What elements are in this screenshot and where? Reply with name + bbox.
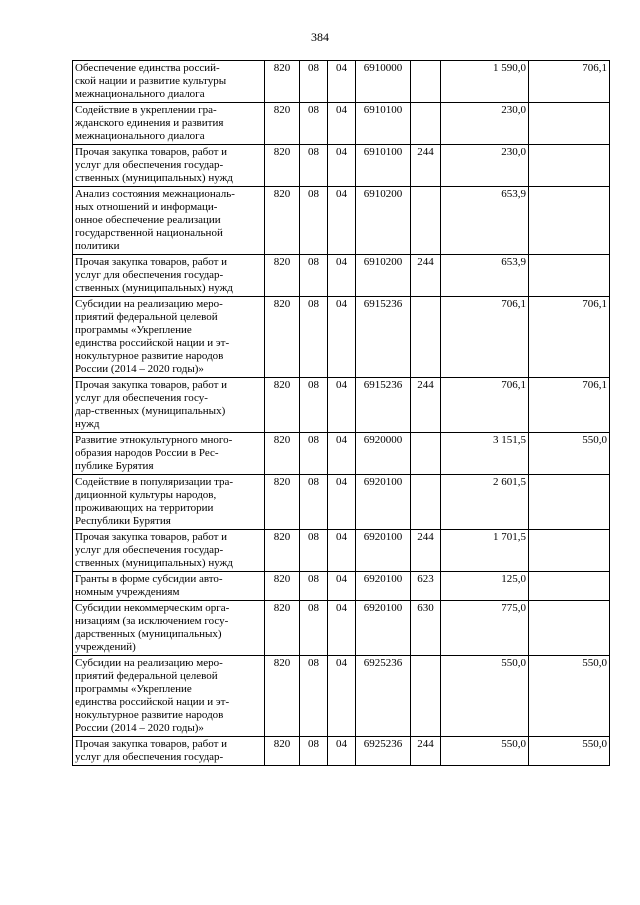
section-code-cell: 08 [300, 297, 328, 378]
subsection-code-cell: 04 [328, 475, 356, 530]
federal-amount-cell [529, 601, 610, 656]
expense-type-cell: 244 [411, 737, 441, 766]
target-article-cell: 6915236 [356, 297, 411, 378]
row-name-cell: Содействие в популяризации тра- диционной культуры народов, проживающих на территории Республики Бурятия [73, 475, 265, 530]
table-row [73, 255, 610, 297]
table-row [73, 297, 610, 378]
table-row [73, 187, 610, 255]
expense-type-cell: 244 [411, 530, 441, 572]
target-article-cell: 6920100 [356, 475, 411, 530]
row-name-cell: Прочая закупка товаров, работ и услуг для обеспечения государ- [73, 737, 265, 766]
amount-cell: 1 701,5 [441, 530, 529, 572]
row-name-cell: Прочая закупка товаров, работ и услуг для обеспечения госу- дар-ственных (муниципальных) нужд [73, 378, 265, 433]
subsection-code-cell: 04 [328, 737, 356, 766]
ministry-code-cell: 820 [265, 572, 300, 601]
table-row [73, 601, 610, 656]
amount-cell: 550,0 [441, 656, 529, 737]
ministry-code-cell: 820 [265, 737, 300, 766]
ministry-code-cell: 820 [265, 61, 300, 103]
amount-cell: 3 151,5 [441, 433, 529, 475]
amount-cell: 230,0 [441, 103, 529, 145]
amount-cell: 2 601,5 [441, 475, 529, 530]
expense-type-cell: 244 [411, 255, 441, 297]
subsection-code-cell: 04 [328, 378, 356, 433]
federal-amount-cell [529, 255, 610, 297]
section-code-cell: 08 [300, 656, 328, 737]
table-row [73, 572, 610, 601]
expense-type-cell [411, 297, 441, 378]
ministry-code-cell: 820 [265, 601, 300, 656]
target-article-cell: 6915236 [356, 378, 411, 433]
table-row [73, 656, 610, 737]
table-row [73, 737, 610, 766]
section-code-cell: 08 [300, 103, 328, 145]
amount-cell: 653,9 [441, 187, 529, 255]
row-name-cell: Обеспечение единства россий- ской нации и развитие культуры межнационального диалога [73, 61, 265, 103]
table-row [73, 145, 610, 187]
target-article-cell: 6910100 [356, 145, 411, 187]
row-name-cell: Субсидии на реализацию меро- приятий федеральной целевой программы «Укрепление единства российской нации и эт- нокультурное развитие народов России (2014 – 2020 годы)» [73, 297, 265, 378]
row-name-cell: Субсидии на реализацию меро- приятий федеральной целевой программы «Укрепление единства российской нации и эт- нокультурное развитие народов России (2014 – 2020 годы)» [73, 656, 265, 737]
expense-type-cell [411, 61, 441, 103]
row-name-cell: Развитие этнокультурного много- образия народов России в Рес- публике Бурятия [73, 433, 265, 475]
ministry-code-cell: 820 [265, 433, 300, 475]
expense-type-cell: 244 [411, 378, 441, 433]
target-article-cell: 6910000 [356, 61, 411, 103]
amount-cell: 706,1 [441, 378, 529, 433]
table-row [73, 475, 610, 530]
ministry-code-cell: 820 [265, 103, 300, 145]
table-row [73, 530, 610, 572]
expense-type-cell [411, 475, 441, 530]
federal-amount-cell: 706,1 [529, 61, 610, 103]
ministry-code-cell: 820 [265, 297, 300, 378]
target-article-cell: 6920100 [356, 601, 411, 656]
subsection-code-cell: 04 [328, 572, 356, 601]
ministry-code-cell: 820 [265, 145, 300, 187]
row-name-cell: Содействие в укреплении гра- жданского единения и развития межнационального диалога [73, 103, 265, 145]
section-code-cell: 08 [300, 378, 328, 433]
target-article-cell: 6910200 [356, 187, 411, 255]
ministry-code-cell: 820 [265, 656, 300, 737]
ministry-code-cell: 820 [265, 255, 300, 297]
federal-amount-cell [529, 572, 610, 601]
section-code-cell: 08 [300, 145, 328, 187]
table-row [73, 61, 610, 103]
page-number: 384 [311, 30, 329, 44]
section-code-cell: 08 [300, 475, 328, 530]
federal-amount-cell [529, 475, 610, 530]
federal-amount-cell [529, 187, 610, 255]
subsection-code-cell: 04 [328, 255, 356, 297]
federal-amount-cell: 550,0 [529, 656, 610, 737]
budget-table [72, 60, 610, 766]
row-name-cell: Гранты в форме субсидии авто- номным учреждениям [73, 572, 265, 601]
federal-amount-cell: 550,0 [529, 737, 610, 766]
table-body [73, 61, 610, 766]
target-article-cell: 6925236 [356, 737, 411, 766]
ministry-code-cell: 820 [265, 378, 300, 433]
subsection-code-cell: 04 [328, 656, 356, 737]
row-name-cell: Анализ состояния межнациональ- ных отношений и информаци- онное обеспечение реализации государственной национальной политики [73, 187, 265, 255]
amount-cell: 550,0 [441, 737, 529, 766]
subsection-code-cell: 04 [328, 297, 356, 378]
subsection-code-cell: 04 [328, 433, 356, 475]
federal-amount-cell: 706,1 [529, 297, 610, 378]
expense-type-cell [411, 103, 441, 145]
ministry-code-cell: 820 [265, 187, 300, 255]
subsection-code-cell: 04 [328, 187, 356, 255]
amount-cell: 775,0 [441, 601, 529, 656]
expense-type-cell: 623 [411, 572, 441, 601]
section-code-cell: 08 [300, 255, 328, 297]
table-row [73, 433, 610, 475]
federal-amount-cell: 550,0 [529, 433, 610, 475]
subsection-code-cell: 04 [328, 601, 356, 656]
subsection-code-cell: 04 [328, 103, 356, 145]
federal-amount-cell [529, 103, 610, 145]
row-name-cell: Прочая закупка товаров, работ и услуг для обеспечения государ- ственных (муниципальных) нужд [73, 255, 265, 297]
row-name-cell: Прочая закупка товаров, работ и услуг для обеспечения государ- ственных (муниципальных) нужд [73, 145, 265, 187]
amount-cell: 706,1 [441, 297, 529, 378]
amount-cell: 1 590,0 [441, 61, 529, 103]
row-name-cell: Субсидии некоммерческим орга- низациям (за исключением госу- дарственных (муниципальных) учреждений) [73, 601, 265, 656]
target-article-cell: 6920000 [356, 433, 411, 475]
ministry-code-cell: 820 [265, 475, 300, 530]
section-code-cell: 08 [300, 187, 328, 255]
section-code-cell: 08 [300, 530, 328, 572]
expense-type-cell: 630 [411, 601, 441, 656]
expense-type-cell: 244 [411, 145, 441, 187]
expense-type-cell [411, 656, 441, 737]
target-article-cell: 6925236 [356, 656, 411, 737]
subsection-code-cell: 04 [328, 145, 356, 187]
section-code-cell: 08 [300, 572, 328, 601]
subsection-code-cell: 04 [328, 61, 356, 103]
row-name-cell: Прочая закупка товаров, работ и услуг для обеспечения государ- ственных (муниципальных) нужд [73, 530, 265, 572]
ministry-code-cell: 820 [265, 530, 300, 572]
amount-cell: 230,0 [441, 145, 529, 187]
amount-cell: 125,0 [441, 572, 529, 601]
amount-cell: 653,9 [441, 255, 529, 297]
subsection-code-cell: 04 [328, 530, 356, 572]
expense-type-cell [411, 433, 441, 475]
target-article-cell: 6910200 [356, 255, 411, 297]
section-code-cell: 08 [300, 601, 328, 656]
table-row [73, 103, 610, 145]
target-article-cell: 6920100 [356, 530, 411, 572]
target-article-cell: 6920100 [356, 572, 411, 601]
table-row [73, 378, 610, 433]
section-code-cell: 08 [300, 61, 328, 103]
section-code-cell: 08 [300, 433, 328, 475]
expense-type-cell [411, 187, 441, 255]
federal-amount-cell [529, 530, 610, 572]
section-code-cell: 08 [300, 737, 328, 766]
target-article-cell: 6910100 [356, 103, 411, 145]
federal-amount-cell [529, 145, 610, 187]
federal-amount-cell: 706,1 [529, 378, 610, 433]
